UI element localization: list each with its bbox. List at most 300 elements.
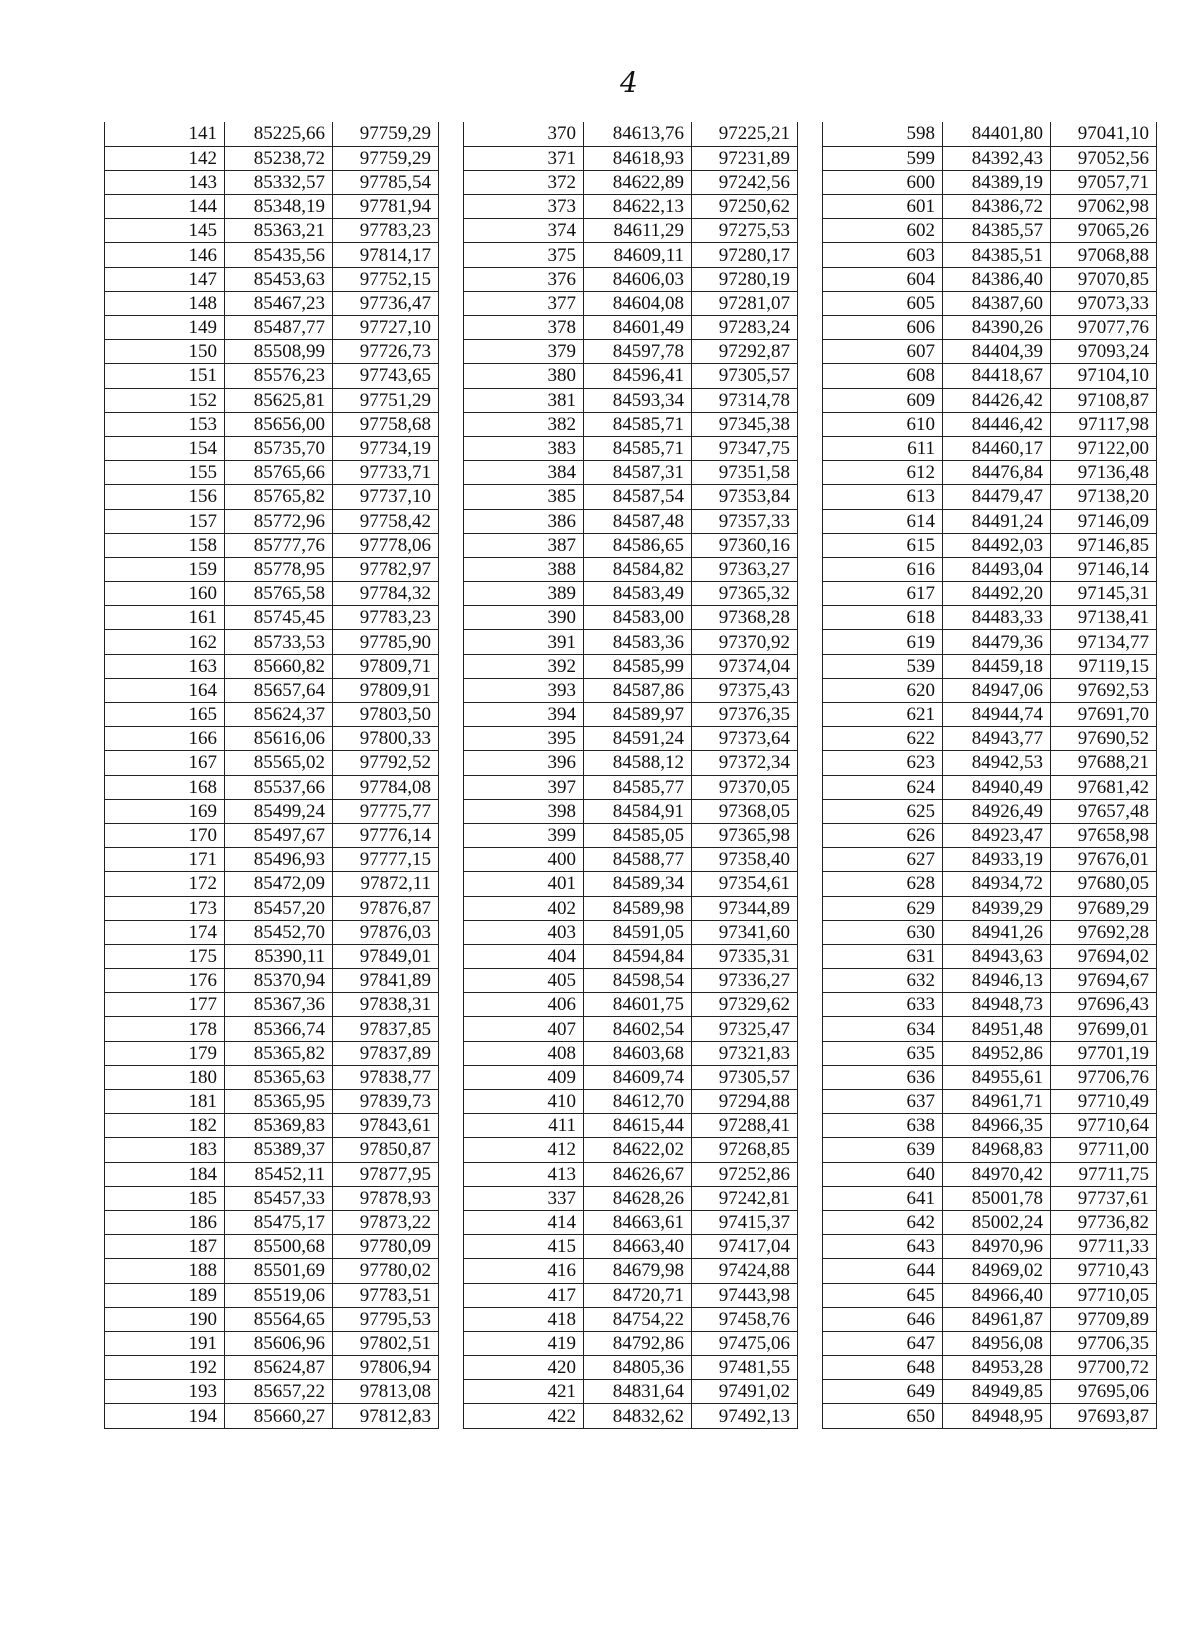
x-coordinate-cell: 84961,87: [943, 1307, 1051, 1331]
x-coordinate-cell: 84622,13: [584, 195, 692, 219]
x-coordinate-cell: 85500,68: [225, 1235, 333, 1259]
y-coordinate-cell: 97283,24: [692, 316, 798, 340]
point-number-cell: 177: [105, 993, 225, 1017]
y-coordinate-cell: 97710,49: [1051, 1090, 1157, 1114]
y-coordinate-cell: 97242,81: [692, 1186, 798, 1210]
y-coordinate-cell: 97294,88: [692, 1090, 798, 1114]
x-coordinate-cell: 85499,24: [225, 799, 333, 823]
table-row: [464, 1404, 798, 1428]
x-coordinate-cell: 84612,70: [584, 1090, 692, 1114]
x-coordinate-cell: 85496,93: [225, 848, 333, 872]
table-row: [464, 316, 798, 340]
table-row: [105, 678, 439, 702]
point-number-cell: 421: [464, 1380, 584, 1404]
table-row: [464, 969, 798, 993]
table-row: [105, 388, 439, 412]
point-number-cell: 394: [464, 703, 584, 727]
point-number-cell: 418: [464, 1307, 584, 1331]
x-coordinate-cell: 84831,64: [584, 1380, 692, 1404]
x-coordinate-cell: 84594,84: [584, 944, 692, 968]
y-coordinate-cell: 97710,05: [1051, 1283, 1157, 1307]
point-number-cell: 189: [105, 1283, 225, 1307]
table-row: [105, 485, 439, 509]
point-number-cell: 165: [105, 703, 225, 727]
y-coordinate-cell: 97785,54: [333, 170, 439, 194]
table-row: [105, 557, 439, 581]
y-coordinate-cell: 97073,33: [1051, 291, 1157, 315]
table-row: [823, 1283, 1157, 1307]
x-coordinate-cell: 84585,71: [584, 412, 692, 436]
table-row: [823, 557, 1157, 581]
point-number-cell: 639: [823, 1138, 943, 1162]
y-coordinate-cell: 97314,78: [692, 388, 798, 412]
x-coordinate-cell: 84585,99: [584, 654, 692, 678]
table-row: [464, 291, 798, 315]
point-number-cell: 382: [464, 412, 584, 436]
x-coordinate-cell: 85389,37: [225, 1138, 333, 1162]
x-coordinate-cell: 84479,47: [943, 485, 1051, 509]
table-row: [823, 969, 1157, 993]
y-coordinate-cell: 97809,71: [333, 654, 439, 678]
y-coordinate-cell: 97711,75: [1051, 1162, 1157, 1186]
point-number-cell: 416: [464, 1259, 584, 1283]
x-coordinate-cell: 84615,44: [584, 1114, 692, 1138]
table-row: [823, 823, 1157, 847]
table-row: [823, 412, 1157, 436]
point-number-cell: 623: [823, 751, 943, 775]
x-coordinate-cell: 85765,58: [225, 582, 333, 606]
table-row: [464, 703, 798, 727]
table-row: [464, 872, 798, 896]
table-row: [105, 606, 439, 630]
x-coordinate-cell: 84626,67: [584, 1162, 692, 1186]
x-coordinate-cell: 84491,24: [943, 509, 1051, 533]
table-row: [464, 944, 798, 968]
point-number-cell: 380: [464, 364, 584, 388]
point-number-cell: 155: [105, 461, 225, 485]
table-row: [105, 775, 439, 799]
point-number-cell: 610: [823, 412, 943, 436]
x-coordinate-cell: 84805,36: [584, 1356, 692, 1380]
y-coordinate-cell: 97341,60: [692, 920, 798, 944]
table-row: [464, 799, 798, 823]
y-coordinate-cell: 97710,43: [1051, 1259, 1157, 1283]
point-number-cell: 167: [105, 751, 225, 775]
x-coordinate-cell: 85616,06: [225, 727, 333, 751]
y-coordinate-cell: 97689,29: [1051, 896, 1157, 920]
y-coordinate-cell: 97736,47: [333, 291, 439, 315]
x-coordinate-cell: 84598,54: [584, 969, 692, 993]
x-coordinate-cell: 85565,02: [225, 751, 333, 775]
x-coordinate-cell: 84953,28: [943, 1356, 1051, 1380]
x-coordinate-cell: 84593,34: [584, 388, 692, 412]
y-coordinate-cell: 97690,52: [1051, 727, 1157, 751]
table-row: [464, 533, 798, 557]
x-coordinate-cell: 84947,06: [943, 678, 1051, 702]
x-coordinate-cell: 85745,45: [225, 606, 333, 630]
y-coordinate-cell: 97759,29: [333, 122, 439, 146]
table-row: [464, 1356, 798, 1380]
table-row: [823, 533, 1157, 557]
point-number-cell: 146: [105, 243, 225, 267]
point-number-cell: 186: [105, 1210, 225, 1234]
y-coordinate-cell: 97288,41: [692, 1114, 798, 1138]
x-coordinate-cell: 84609,74: [584, 1065, 692, 1089]
y-coordinate-cell: 97077,76: [1051, 316, 1157, 340]
point-number-cell: 603: [823, 243, 943, 267]
y-coordinate-cell: 97345,38: [692, 412, 798, 436]
point-number-cell: 608: [823, 364, 943, 388]
x-coordinate-cell: 84479,36: [943, 630, 1051, 654]
table-row: [823, 727, 1157, 751]
x-coordinate-cell: 85332,57: [225, 170, 333, 194]
y-coordinate-cell: 97837,85: [333, 1017, 439, 1041]
x-coordinate-cell: 85606,96: [225, 1331, 333, 1355]
point-number-cell: 161: [105, 606, 225, 630]
y-coordinate-cell: 97353,84: [692, 485, 798, 509]
table-row: [823, 1331, 1157, 1355]
y-coordinate-cell: 97372,34: [692, 751, 798, 775]
table-row: [823, 1017, 1157, 1041]
x-coordinate-cell: 84591,05: [584, 920, 692, 944]
table-row: [105, 243, 439, 267]
y-coordinate-cell: 97070,85: [1051, 267, 1157, 291]
table-row: [464, 993, 798, 1017]
point-number-cell: 169: [105, 799, 225, 823]
point-number-cell: 616: [823, 557, 943, 581]
x-coordinate-cell: 84476,84: [943, 461, 1051, 485]
y-coordinate-cell: 97231,89: [692, 146, 798, 170]
table-row: [823, 848, 1157, 872]
y-coordinate-cell: 97841,89: [333, 969, 439, 993]
x-coordinate-cell: 84493,04: [943, 557, 1051, 581]
point-number-cell: 144: [105, 195, 225, 219]
y-coordinate-cell: 97839,73: [333, 1090, 439, 1114]
x-coordinate-cell: 84492,03: [943, 533, 1051, 557]
x-coordinate-cell: 85435,56: [225, 243, 333, 267]
x-coordinate-cell: 84587,86: [584, 678, 692, 702]
y-coordinate-cell: 97281,07: [692, 291, 798, 315]
point-number-cell: 145: [105, 219, 225, 243]
table-row: [823, 364, 1157, 388]
point-number-cell: 143: [105, 170, 225, 194]
y-coordinate-cell: 97780,09: [333, 1235, 439, 1259]
x-coordinate-cell: 84583,00: [584, 606, 692, 630]
point-number-cell: 650: [823, 1404, 943, 1428]
y-coordinate-cell: 97325,47: [692, 1017, 798, 1041]
x-coordinate-cell: 84585,71: [584, 436, 692, 460]
x-coordinate-cell: 84934,72: [943, 872, 1051, 896]
x-coordinate-cell: 84385,51: [943, 243, 1051, 267]
point-number-cell: 171: [105, 848, 225, 872]
x-coordinate-cell: 84969,02: [943, 1259, 1051, 1283]
x-coordinate-cell: 85366,74: [225, 1017, 333, 1041]
point-number-cell: 377: [464, 291, 584, 315]
y-coordinate-cell: 97370,05: [692, 775, 798, 799]
point-number-cell: 166: [105, 727, 225, 751]
x-coordinate-cell: 84586,65: [584, 533, 692, 557]
y-coordinate-cell: 97108,87: [1051, 388, 1157, 412]
table-row: [464, 267, 798, 291]
table-row: [105, 1090, 439, 1114]
x-coordinate-cell: 84832,62: [584, 1404, 692, 1428]
point-number-cell: 153: [105, 412, 225, 436]
y-coordinate-cell: 97751,29: [333, 388, 439, 412]
y-coordinate-cell: 97696,43: [1051, 993, 1157, 1017]
table-row: [105, 267, 439, 291]
table-row: [823, 267, 1157, 291]
point-number-cell: 406: [464, 993, 584, 1017]
y-coordinate-cell: 97733,71: [333, 461, 439, 485]
x-coordinate-cell: 85660,82: [225, 654, 333, 678]
x-coordinate-cell: 84401,80: [943, 122, 1051, 146]
y-coordinate-cell: 97268,85: [692, 1138, 798, 1162]
point-number-cell: 378: [464, 316, 584, 340]
table-row: [105, 219, 439, 243]
x-coordinate-cell: 85225,66: [225, 122, 333, 146]
table-row: [464, 1210, 798, 1234]
y-coordinate-cell: 97225,21: [692, 122, 798, 146]
point-number-cell: 193: [105, 1380, 225, 1404]
point-number-cell: 617: [823, 582, 943, 606]
x-coordinate-cell: 84663,40: [584, 1235, 692, 1259]
x-coordinate-cell: 85733,53: [225, 630, 333, 654]
point-number-cell: 607: [823, 340, 943, 364]
y-coordinate-cell: 97759,29: [333, 146, 439, 170]
point-number-cell: 602: [823, 219, 943, 243]
point-number-cell: 624: [823, 775, 943, 799]
x-coordinate-cell: 84948,73: [943, 993, 1051, 1017]
y-coordinate-cell: 97351,58: [692, 461, 798, 485]
point-number-cell: 168: [105, 775, 225, 799]
y-coordinate-cell: 97727,10: [333, 316, 439, 340]
point-number-cell: 392: [464, 654, 584, 678]
table-row: [464, 1380, 798, 1404]
x-coordinate-cell: 84583,49: [584, 582, 692, 606]
x-coordinate-cell: 84943,63: [943, 944, 1051, 968]
x-coordinate-cell: 85765,82: [225, 485, 333, 509]
x-coordinate-cell: 85487,77: [225, 316, 333, 340]
y-coordinate-cell: 97065,26: [1051, 219, 1157, 243]
point-number-cell: 375: [464, 243, 584, 267]
x-coordinate-cell: 85501,69: [225, 1259, 333, 1283]
point-number-cell: 194: [105, 1404, 225, 1428]
table-row: [464, 1162, 798, 1186]
point-number-cell: 422: [464, 1404, 584, 1428]
coordinates-table-2: [463, 122, 798, 1429]
point-number-cell: 163: [105, 654, 225, 678]
x-coordinate-cell: 84588,77: [584, 848, 692, 872]
y-coordinate-cell: 97138,20: [1051, 485, 1157, 509]
y-coordinate-cell: 97347,75: [692, 436, 798, 460]
point-number-cell: 413: [464, 1162, 584, 1186]
table-row: [105, 436, 439, 460]
table-row: [464, 170, 798, 194]
x-coordinate-cell: 84585,05: [584, 823, 692, 847]
y-coordinate-cell: 97711,33: [1051, 1235, 1157, 1259]
table-row: [464, 606, 798, 630]
table-row: [105, 1065, 439, 1089]
y-coordinate-cell: 97458,76: [692, 1307, 798, 1331]
table-row: [105, 1404, 439, 1428]
x-coordinate-cell: 85576,23: [225, 364, 333, 388]
table-row: [464, 364, 798, 388]
point-number-cell: 387: [464, 533, 584, 557]
table-row: [464, 1259, 798, 1283]
y-coordinate-cell: 97812,83: [333, 1404, 439, 1428]
y-coordinate-cell: 97275,53: [692, 219, 798, 243]
point-number-cell: 620: [823, 678, 943, 702]
x-coordinate-cell: 85777,76: [225, 533, 333, 557]
point-number-cell: 185: [105, 1186, 225, 1210]
x-coordinate-cell: 84946,13: [943, 969, 1051, 993]
table-row: [823, 1138, 1157, 1162]
point-number-cell: 151: [105, 364, 225, 388]
y-coordinate-cell: 97878,93: [333, 1186, 439, 1210]
point-number-cell: 621: [823, 703, 943, 727]
point-number-cell: 190: [105, 1307, 225, 1331]
y-coordinate-cell: 97443,98: [692, 1283, 798, 1307]
table-row: [105, 1162, 439, 1186]
x-coordinate-cell: 84611,29: [584, 219, 692, 243]
y-coordinate-cell: 97681,42: [1051, 775, 1157, 799]
point-number-cell: 641: [823, 1186, 943, 1210]
y-coordinate-cell: 97358,40: [692, 848, 798, 872]
point-number-cell: 148: [105, 291, 225, 315]
point-number-cell: 395: [464, 727, 584, 751]
point-number-cell: 410: [464, 1090, 584, 1114]
table-row: [464, 1283, 798, 1307]
table-row: [105, 727, 439, 751]
x-coordinate-cell: 85625,81: [225, 388, 333, 412]
x-coordinate-cell: 84386,72: [943, 195, 1051, 219]
point-number-cell: 633: [823, 993, 943, 1017]
point-number-cell: 184: [105, 1162, 225, 1186]
y-coordinate-cell: 97122,00: [1051, 436, 1157, 460]
x-coordinate-cell: 85365,82: [225, 1041, 333, 1065]
table-row: [105, 1114, 439, 1138]
x-coordinate-cell: 84720,71: [584, 1283, 692, 1307]
x-coordinate-cell: 84944,74: [943, 703, 1051, 727]
x-coordinate-cell: 85369,83: [225, 1114, 333, 1138]
point-number-cell: 408: [464, 1041, 584, 1065]
y-coordinate-cell: 97795,53: [333, 1307, 439, 1331]
point-number-cell: 183: [105, 1138, 225, 1162]
table-row: [105, 533, 439, 557]
point-number-cell: 600: [823, 170, 943, 194]
point-number-cell: 397: [464, 775, 584, 799]
y-coordinate-cell: 97694,67: [1051, 969, 1157, 993]
x-coordinate-cell: 84492,20: [943, 582, 1051, 606]
x-coordinate-cell: 84588,12: [584, 751, 692, 775]
x-coordinate-cell: 85453,63: [225, 267, 333, 291]
x-coordinate-cell: 85519,06: [225, 1283, 333, 1307]
point-number-cell: 376: [464, 267, 584, 291]
y-coordinate-cell: 97062,98: [1051, 195, 1157, 219]
point-number-cell: 619: [823, 630, 943, 654]
table-row: [105, 872, 439, 896]
x-coordinate-cell: 85497,67: [225, 823, 333, 847]
x-coordinate-cell: 84943,77: [943, 727, 1051, 751]
point-number-cell: 404: [464, 944, 584, 968]
table-row: [105, 630, 439, 654]
y-coordinate-cell: 97657,48: [1051, 799, 1157, 823]
y-coordinate-cell: 97370,92: [692, 630, 798, 654]
y-coordinate-cell: 97706,35: [1051, 1331, 1157, 1355]
table-row: [105, 316, 439, 340]
x-coordinate-cell: 85363,21: [225, 219, 333, 243]
point-number-cell: 372: [464, 170, 584, 194]
table-row: [464, 1065, 798, 1089]
y-coordinate-cell: 97726,73: [333, 340, 439, 364]
y-coordinate-cell: 97783,23: [333, 219, 439, 243]
table-row: [823, 1041, 1157, 1065]
y-coordinate-cell: 97758,42: [333, 509, 439, 533]
point-number-cell: 604: [823, 267, 943, 291]
point-number-cell: 152: [105, 388, 225, 412]
table-row: [105, 1331, 439, 1355]
y-coordinate-cell: 97365,32: [692, 582, 798, 606]
point-number-cell: 636: [823, 1065, 943, 1089]
y-coordinate-cell: 97136,48: [1051, 461, 1157, 485]
table-row: [823, 582, 1157, 606]
table-row: [464, 1186, 798, 1210]
table-row: [823, 388, 1157, 412]
table-row: [105, 146, 439, 170]
x-coordinate-cell: 84596,41: [584, 364, 692, 388]
table-row: [464, 388, 798, 412]
table-row: [464, 412, 798, 436]
y-coordinate-cell: 97335,31: [692, 944, 798, 968]
y-coordinate-cell: 97424,88: [692, 1259, 798, 1283]
point-number-cell: 631: [823, 944, 943, 968]
point-number-cell: 370: [464, 122, 584, 146]
point-number-cell: 606: [823, 316, 943, 340]
x-coordinate-cell: 85367,36: [225, 993, 333, 1017]
x-coordinate-cell: 84968,83: [943, 1138, 1051, 1162]
table-row: [105, 1017, 439, 1041]
point-number-cell: 160: [105, 582, 225, 606]
x-coordinate-cell: 84754,22: [584, 1307, 692, 1331]
table-row: [823, 630, 1157, 654]
table-row: [823, 122, 1157, 146]
x-coordinate-cell: 85001,78: [943, 1186, 1051, 1210]
table-row: [105, 799, 439, 823]
x-coordinate-cell: 84385,57: [943, 219, 1051, 243]
point-number-cell: 399: [464, 823, 584, 847]
point-number-cell: 172: [105, 872, 225, 896]
y-coordinate-cell: 97737,10: [333, 485, 439, 509]
table-row: [464, 461, 798, 485]
table-row: [823, 1380, 1157, 1404]
x-coordinate-cell: 84941,26: [943, 920, 1051, 944]
point-number-cell: 419: [464, 1331, 584, 1355]
point-number-cell: 174: [105, 920, 225, 944]
table-row: [464, 1090, 798, 1114]
x-coordinate-cell: 84589,34: [584, 872, 692, 896]
x-coordinate-cell: 84966,35: [943, 1114, 1051, 1138]
table-row: [823, 1235, 1157, 1259]
y-coordinate-cell: 97321,83: [692, 1041, 798, 1065]
table-row: [823, 678, 1157, 702]
y-coordinate-cell: 97777,15: [333, 848, 439, 872]
table-row: [105, 703, 439, 727]
y-coordinate-cell: 97145,31: [1051, 582, 1157, 606]
y-coordinate-cell: 97734,19: [333, 436, 439, 460]
x-coordinate-cell: 84583,36: [584, 630, 692, 654]
y-coordinate-cell: 97117,98: [1051, 412, 1157, 436]
point-number-cell: 390: [464, 606, 584, 630]
